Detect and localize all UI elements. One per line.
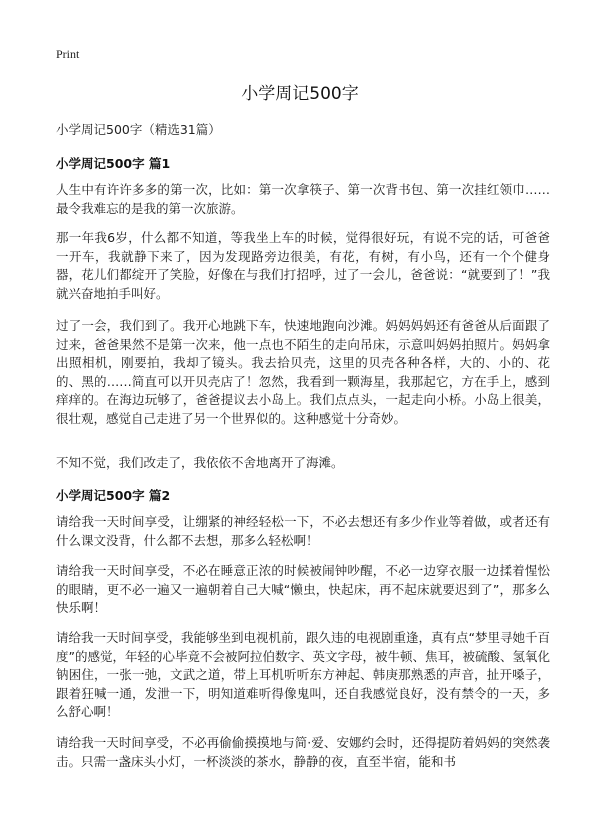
paragraph: 不知不觉，我们改走了，我依依不舍地离开了海滩。 — [56, 455, 344, 470]
paragraph: 请给我一天时间享受，我能够坐到电视机前，跟久违的电视剧重逢，真有点“梦里寻她千百度”的感觉，年轻的心毕竟不会被阿拉伯数字、英文字母，被牛顿、焦耳，被硫酸、氢氧化钠困住，一张一弛，文武之道，带上耳机听听东方神起、韩庚那熟悉的声音，扯开嗓子，跟着狂喊一通，发泄一下，明知道难听得像鬼叫，还自我感觉良好，没有禁令的一天，多么舒心啊！ — [56, 630, 550, 719]
paragraph: 请给我一天时间享受，让绷紧的神经轻松一下，不必去想还有多少作业等着做，或者还有什么课文没背，什么都不去想，那多么轻松啊！ — [56, 514, 550, 548]
paragraph: 请给我一天时间享受，不必再偷偷摸摸地与简·爱、安娜约会时，还得提防着妈妈的突然袭击。只需一盏床头小灯，一杯淡淡的茶水，静静的夜，直至半宿，能和书 — [56, 735, 550, 769]
paragraph: 过了一会，我们到了。我开心地跳下车，快速地跑向沙滩。妈妈妈妈还有爸爸从后面跟了过来，爸爸果然不是第一次来，他一点也不陌生的走向吊床，示意叫妈妈拍照片。妈妈拿出照相机，刚要拍，我却了镜头。我去拾贝壳，这里的贝壳各种各样，大的、小的、花的、黑的……简直可以开贝壳店了！忽然，我看到一颗海星，我那起它，方在手上，感到痒痒的。在海边玩够了，爸爸提议去小岛上。我们点点头，一起走向小桥。小岛上很美，很壮观，感觉自己走进了另一个世界似的。这种感觉十分奇妙。 — [56, 318, 550, 426]
print-label[interactable]: Print — [56, 47, 80, 61]
section-heading-1: 小学周记500字 篇1 — [56, 156, 171, 171]
document-title: 小学周记500字 — [241, 84, 359, 104]
paragraph: 请给我一天时间享受，不必在睡意正浓的时候被闹钟吵醒，不必一边穿衣服一边揉着惺忪的眼睛，更不必一遍又一遍朝着自己大喊“懒虫，快起床，再不起床就要迟到了”，那多么快乐啊！ — [56, 563, 550, 615]
document-subtitle: 小学周记500字（精选31篇） — [56, 122, 221, 137]
section-heading-2: 小学周记500字 篇2 — [56, 488, 171, 503]
paragraph: 那一年我6岁，什么都不知道，等我坐上车的时候，觉得很好玩，有说不完的话，可爸爸一开车，我就静下来了，因为发现路旁边很美，有花，有树，有小鸟，还有一个个健身器，花儿们都绽开了笑脸，好像在与我们打招呼，过了一会儿，爸爸说：“就要到了！”我就兴奋地拍手叫好。 — [56, 230, 550, 301]
paragraph: 人生中有许许多多的第一次，比如：第一次拿筷子、第一次背书包、第一次挂红领巾……最令我难忘的是我的第一次旅游。 — [56, 182, 550, 216]
